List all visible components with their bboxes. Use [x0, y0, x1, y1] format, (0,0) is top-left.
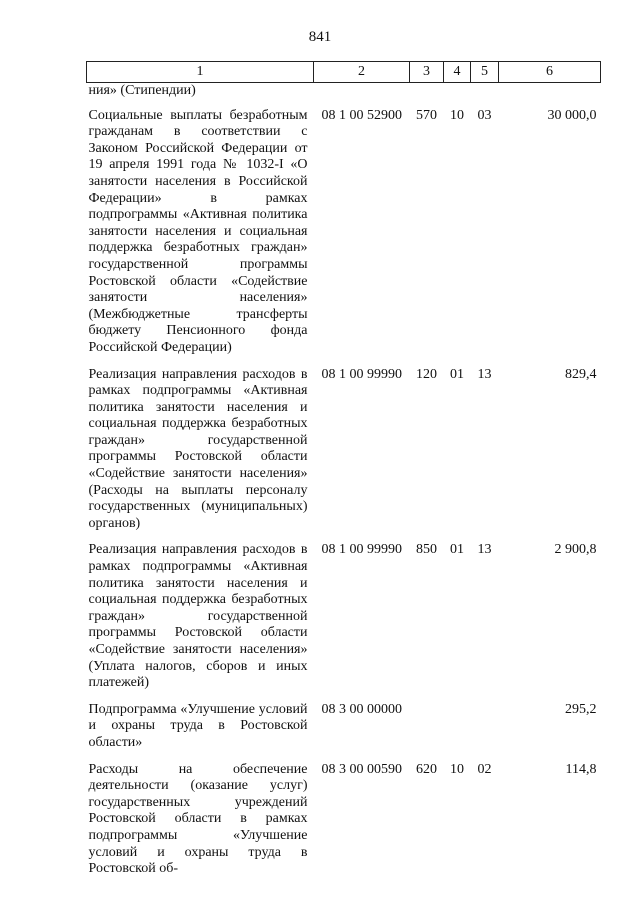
row-description: Социальные выплаты безработным гражданам в соответствии с Законом Российской Федерации от 19 апреля 1991 года № 1032-I «О занятости населения в Российской Федерации» в рамках подпрограммы «Активная политика занятости населения и социальная поддержка безработных граждан» государственной программы Ростовской области «Содействие занятости населения» (Межбюджетные трансферты бюджету Пенсионного фонда Российской Федерации)	[88, 107, 308, 355]
column-header: 1	[87, 62, 314, 83]
expense-type-code: 570	[416, 107, 437, 123]
row-description: Подпрограмма «Улучшение условий и охраны труда в Ростовской области»	[88, 701, 308, 750]
table-row	[87, 762, 601, 888]
amount: 295,2	[565, 701, 597, 717]
table-row	[87, 83, 601, 108]
subsection-code: 02	[477, 761, 492, 777]
expense-type-code: 850	[416, 542, 437, 558]
budget-table	[86, 61, 601, 888]
table-row	[87, 542, 601, 701]
column-header: 2	[314, 62, 410, 83]
target-article-code: 08 1 00 99990	[321, 542, 402, 558]
column-header: 5	[471, 62, 499, 83]
table-row	[87, 702, 601, 762]
table-row	[87, 367, 601, 543]
column-header: 6	[499, 62, 601, 83]
amount: 2 900,8	[554, 542, 597, 558]
column-header: 4	[444, 62, 471, 83]
column-header: 3	[410, 62, 444, 83]
expense-type-code: 120	[416, 366, 437, 382]
subsection-code	[471, 702, 499, 762]
subsection-code: 13	[477, 366, 492, 382]
subsection-code: 13	[477, 542, 492, 558]
expense-type-code	[410, 702, 444, 762]
section-code: 01	[450, 542, 464, 558]
target-article-code: 08 3 00 00000	[321, 701, 402, 717]
page-number: 841	[308, 29, 332, 45]
row-description: Реализация направления расходов в рамках подпрограммы «Активная политика занятости населения и социальная поддержка безработных граждан» государственной программы Ростовской области «Содействие занятости населения» (Расходы на выплаты персоналу государственных (муниципальных) органов)	[88, 366, 308, 531]
target-article-code: 08 3 00 00590	[321, 761, 402, 777]
section-code	[444, 702, 471, 762]
section-code: 10	[450, 761, 464, 777]
row-description: Реализация направления расходов в рамках подпрограммы «Активная политика занятости населения и социальная поддержка безработных граждан» государственной программы Ростовской области «Содействие занятости населения» (Уплата налогов, сборов и иных платежей)	[88, 542, 308, 691]
row-description: ния» (Стипендии)	[88, 83, 196, 98]
amount: 829,4	[565, 366, 597, 382]
table-header	[87, 62, 601, 83]
expense-type-code: 620	[416, 761, 437, 777]
table-row	[87, 108, 601, 367]
row-description: Расходы на обеспечение деятельности (оказание услуг) государственных учреждений Ростовской области в рамках подпрограммы «Улучшение условий и охраны труда в Ростовской об-	[88, 761, 308, 877]
section-code: 01	[450, 366, 464, 382]
subsection-code: 03	[477, 107, 492, 123]
amount: 30 000,0	[547, 107, 597, 123]
target-article-code: 08 1 00 99990	[321, 366, 402, 382]
target-article-code: 08 1 00 52900	[321, 107, 402, 123]
amount: 114,8	[565, 761, 597, 777]
section-code: 10	[450, 107, 464, 123]
